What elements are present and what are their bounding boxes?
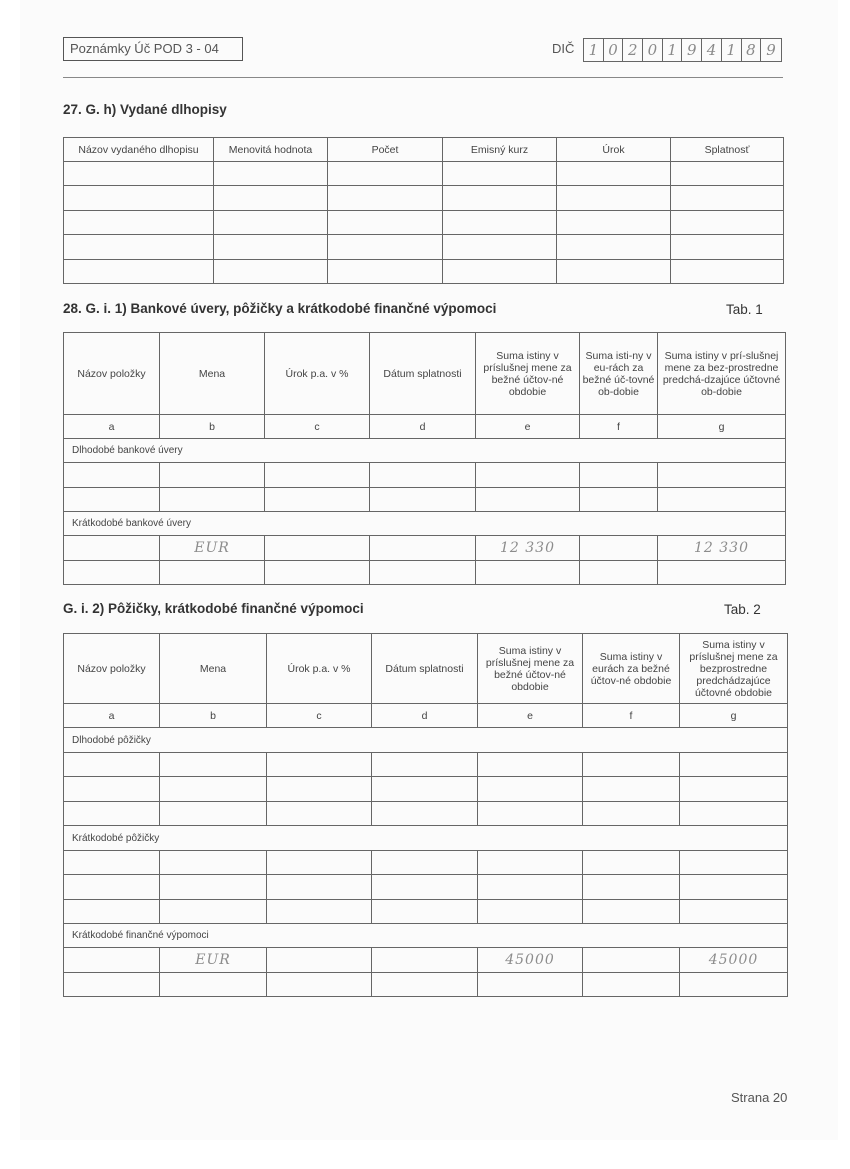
group-row (64, 826, 788, 851)
scan-margin (838, 0, 850, 1140)
group-label-long-term-loans: Dlhodobé pôžičky (64, 728, 788, 753)
col-principal-current: Suma istiny v príslušnej mene za bežné účtov-né obdobie (478, 634, 583, 704)
table-cell[interactable] (671, 162, 784, 186)
col-letter: d (372, 704, 478, 728)
table-cell[interactable] (328, 186, 443, 211)
table-cell[interactable] (214, 211, 328, 235)
col-principal-previous: Suma istiny v príslušnej mene za bezprostredne predchádzajúce účtovné obdobie (680, 634, 788, 704)
col-letter: g (658, 415, 786, 439)
col-interest-rate: Úrok p.a. v % (267, 634, 372, 704)
col-item-name: Názov položky (64, 634, 160, 704)
table-cell[interactable] (583, 875, 680, 900)
table-cell[interactable] (478, 777, 583, 802)
table-cell[interactable] (160, 973, 267, 997)
col-currency: Mena (160, 333, 265, 415)
col-principal-previous: Suma istiny v prí-slušnej mene za bez-prostredne predchá-dzajúce účtovné ob-dobie (658, 333, 786, 415)
dic-digit: 9 (682, 39, 702, 61)
col-letter: c (267, 704, 372, 728)
table-cell[interactable] (443, 162, 557, 186)
table-cell[interactable] (370, 488, 476, 512)
principal-previous-cell[interactable] (658, 536, 786, 561)
dic-digit: 8 (742, 39, 762, 61)
currency-cell[interactable] (160, 948, 267, 973)
table-cell[interactable] (160, 753, 267, 777)
table-cell[interactable] (160, 851, 267, 875)
table-row (64, 235, 784, 260)
table-cell[interactable] (370, 561, 476, 585)
section-27-title: 27. G. h) Vydané dlhopisy (63, 102, 227, 117)
table-cell[interactable] (583, 753, 680, 777)
form-label-box (63, 37, 243, 61)
page-number: Strana 20 (731, 1090, 788, 1105)
table-cell[interactable] (476, 488, 580, 512)
table-cell[interactable] (64, 900, 160, 924)
dic-digit: 1 (663, 39, 683, 61)
dic-digit: 0 (604, 39, 624, 61)
table-row (64, 260, 784, 284)
table-cell[interactable] (64, 875, 160, 900)
table-cell[interactable] (64, 488, 160, 512)
table-cell[interactable] (64, 463, 160, 488)
table-row (64, 973, 788, 997)
table-cell[interactable] (160, 561, 265, 585)
group-label-short-term-assistance: Krátkodobé finančné výpomoci (64, 924, 788, 948)
table-cell[interactable] (160, 777, 267, 802)
table-cell[interactable] (372, 802, 478, 826)
col-letter: e (476, 415, 580, 439)
table-cell[interactable] (160, 875, 267, 900)
table-cell[interactable] (680, 900, 788, 924)
table-cell[interactable] (680, 973, 788, 997)
table-cell[interactable] (160, 802, 267, 826)
table-cell[interactable] (580, 561, 658, 585)
group-row (64, 439, 786, 463)
table-cell[interactable] (328, 211, 443, 235)
table-cell[interactable] (265, 488, 370, 512)
table-cell[interactable] (680, 802, 788, 826)
section-28-title: 28. G. i. 1) Bankové úvery, pôžičky a krátkodobé finančné výpomoci (63, 301, 497, 316)
table-cell[interactable] (372, 777, 478, 802)
currency-cell[interactable] (160, 536, 265, 561)
form-label: Poznámky Úč POD 3 - 04 (70, 41, 219, 56)
group-row (64, 728, 788, 753)
table-cell[interactable] (671, 235, 784, 260)
table-cell[interactable] (370, 536, 476, 561)
handwritten-amount: 45000 (505, 952, 555, 968)
table-cell[interactable] (557, 162, 671, 186)
table-cell[interactable] (267, 875, 372, 900)
handwritten-amount: 12 330 (500, 540, 555, 556)
col-letter: a (64, 415, 160, 439)
col-nominal-value: Menovitá hodnota (214, 138, 328, 162)
table-cell[interactable] (372, 973, 478, 997)
col-letter: e (478, 704, 583, 728)
handwritten-amount: 12 330 (694, 540, 749, 556)
col-maturity-date: Dátum splatnosti (370, 333, 476, 415)
table-cell[interactable] (328, 260, 443, 284)
table-row (64, 900, 788, 924)
col-letter: g (680, 704, 788, 728)
dic-digit: 1 (584, 39, 604, 61)
table-cell[interactable] (372, 948, 478, 973)
table-cell[interactable] (267, 973, 372, 997)
table-row (64, 948, 788, 973)
tab-1-label: Tab. 1 (726, 302, 763, 317)
handwritten-currency: EUR (194, 540, 230, 556)
table-cell[interactable] (583, 777, 680, 802)
col-maturity-date: Dátum splatnosti (372, 634, 478, 704)
table-cell[interactable] (64, 162, 214, 186)
table-row (64, 561, 786, 585)
table-cell[interactable] (580, 463, 658, 488)
handwritten-currency: EUR (195, 952, 231, 968)
table-cell[interactable] (583, 851, 680, 875)
table-cell[interactable] (267, 948, 372, 973)
table-row (64, 463, 786, 488)
group-row (64, 924, 788, 948)
dic-digit: 1 (722, 39, 742, 61)
dic-field (583, 38, 782, 62)
table-cell[interactable] (671, 211, 784, 235)
table-cell[interactable] (671, 260, 784, 284)
col-letter: f (580, 415, 658, 439)
tab-2-label: Tab. 2 (724, 602, 761, 617)
table-cell[interactable] (580, 488, 658, 512)
table-row (64, 186, 784, 211)
table-cell[interactable] (160, 463, 265, 488)
table-cell[interactable] (372, 753, 478, 777)
table-cell[interactable] (267, 802, 372, 826)
dic-digit: 0 (643, 39, 663, 61)
table-cell[interactable] (478, 802, 583, 826)
table-cell[interactable] (265, 561, 370, 585)
table-cell[interactable] (64, 211, 214, 235)
table-cell[interactable] (478, 973, 583, 997)
principal-current-cell[interactable] (476, 536, 580, 561)
table-cell[interactable] (267, 753, 372, 777)
table-cell[interactable] (478, 900, 583, 924)
table-cell[interactable] (265, 463, 370, 488)
table-cell[interactable] (64, 851, 160, 875)
table-row (64, 753, 788, 777)
table-row (64, 211, 784, 235)
table-cell[interactable] (160, 900, 267, 924)
table-cell[interactable] (64, 536, 160, 561)
col-interest: Úrok (557, 138, 671, 162)
table-cell[interactable] (658, 463, 786, 488)
table-cell[interactable] (64, 777, 160, 802)
principal-current-cell[interactable] (478, 948, 583, 973)
col-maturity: Splatnosť (671, 138, 784, 162)
dic-label: DIČ (552, 41, 575, 56)
table-cell[interactable] (64, 753, 160, 777)
table-cell[interactable] (267, 900, 372, 924)
table-cell[interactable] (64, 948, 160, 973)
col-issue-price: Emisný kurz (443, 138, 557, 162)
table-cell[interactable] (160, 488, 265, 512)
table-cell[interactable] (214, 186, 328, 211)
header-divider (63, 77, 783, 78)
table-cell[interactable] (370, 463, 476, 488)
table-cell[interactable] (583, 948, 680, 973)
table-row (64, 536, 786, 561)
table-cell[interactable] (328, 162, 443, 186)
table-cell[interactable] (557, 211, 671, 235)
table-cell[interactable] (443, 211, 557, 235)
table-cell[interactable] (267, 851, 372, 875)
col-letter: c (265, 415, 370, 439)
table-cell[interactable] (583, 802, 680, 826)
table-cell[interactable] (671, 186, 784, 211)
table-cell[interactable] (64, 802, 160, 826)
table-row (64, 802, 788, 826)
table-cell[interactable] (372, 851, 478, 875)
table-cell[interactable] (214, 260, 328, 284)
table-cell[interactable] (658, 488, 786, 512)
bonds-table (63, 137, 784, 284)
col-item-name: Názov položky (64, 333, 160, 415)
table-cell[interactable] (64, 186, 214, 211)
table-cell[interactable] (476, 561, 580, 585)
col-bond-name: Názov vydaného dlhopisu (64, 138, 214, 162)
table-cell[interactable] (478, 851, 583, 875)
table-row (64, 875, 788, 900)
table-cell[interactable] (557, 235, 671, 260)
table-cell[interactable] (214, 235, 328, 260)
table-cell[interactable] (557, 186, 671, 211)
section-g-i-2-title: G. i. 2) Pôžičky, krátkodobé finančné výpomoci (63, 601, 364, 616)
handwritten-amount: 45000 (708, 952, 759, 968)
table-cell[interactable] (658, 561, 786, 585)
table-cell[interactable] (64, 260, 214, 284)
group-label-short-term-bank-loans: Krátkodobé bankové úvery (64, 512, 786, 536)
table-cell[interactable] (265, 536, 370, 561)
table-cell[interactable] (443, 186, 557, 211)
table-cell[interactable] (443, 235, 557, 260)
table-row (64, 777, 788, 802)
table-cell[interactable] (478, 753, 583, 777)
table-cell[interactable] (580, 536, 658, 561)
table-cell[interactable] (267, 777, 372, 802)
table-cell[interactable] (680, 851, 788, 875)
table-cell[interactable] (478, 875, 583, 900)
dic-digit: 2 (623, 39, 643, 61)
table-cell[interactable] (680, 777, 788, 802)
table-cell[interactable] (443, 260, 557, 284)
dic-digit: 9 (766, 41, 776, 59)
table-cell[interactable] (214, 162, 328, 186)
col-letter: b (160, 704, 267, 728)
group-label-short-term-loans: Krátkodobé pôžičky (64, 826, 788, 851)
table-row (64, 488, 786, 512)
table-cell[interactable] (680, 875, 788, 900)
col-principal-eur: Suma isti-ny v eu-rách za bežné úč-tovné ob-dobie (580, 333, 658, 415)
table-cell[interactable] (372, 875, 478, 900)
table-cell[interactable] (583, 900, 680, 924)
table-row (64, 162, 784, 186)
table-cell[interactable] (557, 260, 671, 284)
table-cell[interactable] (476, 463, 580, 488)
col-currency: Mena (160, 634, 267, 704)
table-cell[interactable] (64, 235, 214, 260)
col-count: Počet (328, 138, 443, 162)
table-cell[interactable] (372, 900, 478, 924)
table-cell[interactable] (64, 561, 160, 585)
col-letter: d (370, 415, 476, 439)
col-principal-eur: Suma istiny v eurách za bežné účtov-né obdobie (583, 634, 680, 704)
table-cell[interactable] (328, 235, 443, 260)
group-label-long-term-bank-loans: Dlhodobé bankové úvery (64, 439, 786, 463)
col-interest-rate: Úrok p.a. v % (265, 333, 370, 415)
col-letter: a (64, 704, 160, 728)
bank-loans-table (63, 332, 786, 585)
dic-digit: 4 (702, 39, 722, 61)
table-cell[interactable] (583, 973, 680, 997)
col-principal-current: Suma istiny v príslušnej mene za bežné účtov-né obdobie (476, 333, 580, 415)
table-cell[interactable] (64, 973, 160, 997)
table-row (64, 851, 788, 875)
loans-table (63, 633, 788, 997)
group-row (64, 512, 786, 536)
principal-previous-cell[interactable] (680, 948, 788, 973)
col-letter: f (583, 704, 680, 728)
col-letter: b (160, 415, 265, 439)
table-cell[interactable] (680, 753, 788, 777)
